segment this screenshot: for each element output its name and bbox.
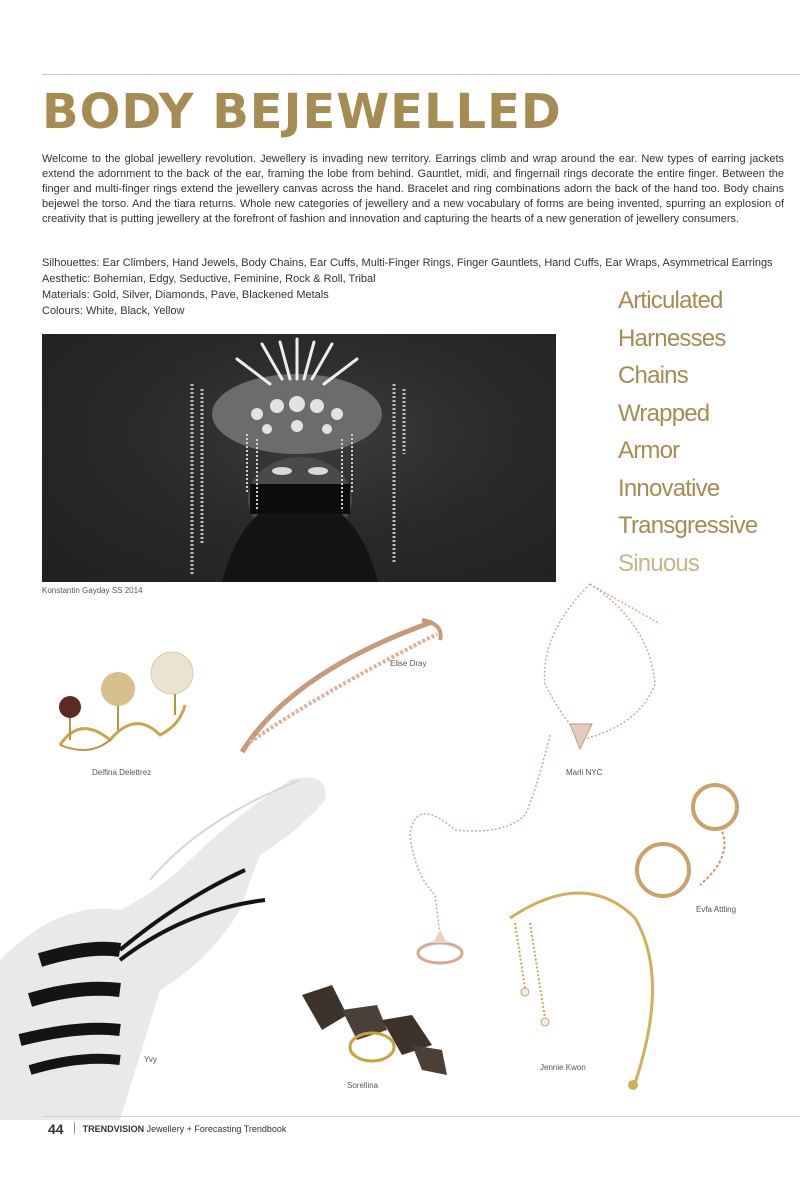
caption-jennie: Jennie Kwon — [540, 1063, 586, 1072]
pearl-ring-image — [50, 645, 200, 760]
headpiece-image — [42, 334, 556, 582]
caption-evfa: Evfa Attling — [696, 905, 737, 914]
star-ring-image — [292, 975, 457, 1085]
aesthetic-line: Aesthetic: Bohemian, Edgy, Seductive, Feminine, Rock & Roll, Tribal — [42, 273, 376, 285]
silhouettes-line: Silhouettes: Ear Climbers, Hand Jewels, Body Chains, Ear Cuffs, Multi-Finger Rings, Finger Gauntlets, Hand Cuffs, Ear Wraps, Asymmetrical Earrings — [42, 257, 773, 269]
page-number: 44 — [48, 1121, 64, 1137]
footer-brand: TRENDVISION — [82, 1124, 145, 1134]
intro-paragraph: Welcome to the global jewellery revolution. Jewellery is invading new territory. Earrings climb and wrap around the ear. New types of earring jackets extend the adornment to the back of the ear, framing the lobe from behind. Gauntlet, midi, and fingernail rings decorate the entire finger. Between the finger and multi-finger rings extend the jewellery canvas across the hand. Bracelet and ring combinations adorn the back of the hand too. Body chains bejewel the torso. And the tiara returns. Whole new categories of jewellery and a new vocabulary of forms are being invented, spurring an explosion of creativity that is putting jewellery at the forefront of fashion and innovation and capturing the hearts of a new generation of jewellery consumers. — [42, 153, 784, 225]
page-footer — [48, 1121, 286, 1137]
caption-sorellina: Sorellina — [347, 1081, 379, 1090]
keyword: Innovative — [618, 474, 720, 502]
keyword: Harnesses — [618, 324, 726, 352]
caption-yvy: Yvy — [144, 1055, 157, 1064]
caption-delfina: Delfina Delettrez — [92, 768, 152, 777]
keyword: Armor — [618, 437, 680, 464]
top-divider — [42, 74, 800, 75]
caption-marli: Marli NYC — [566, 768, 603, 777]
hand-cuff-image — [0, 760, 340, 1120]
keyword: Articulated — [618, 287, 723, 314]
keyword: Transgressive — [618, 512, 758, 539]
caption-elise: Elise Dray — [390, 659, 427, 668]
runway-photo — [42, 334, 556, 582]
colours-line: Colours: White, Black, Yellow — [42, 305, 185, 317]
materials-line: Materials: Gold, Silver, Diamonds, Pave, Blackened Metals — [42, 289, 329, 301]
footer-publication: Jewellery + Forecasting Trendbook — [146, 1124, 287, 1134]
keyword: Sinuous — [618, 549, 700, 577]
footer-divider — [42, 1116, 800, 1117]
photo-caption: Konstantin Gayday SS 2014 — [42, 586, 143, 595]
keyword-list — [618, 282, 798, 582]
open-bangle-image — [495, 878, 680, 1093]
footer-separator — [74, 1122, 75, 1134]
page-title: BODY BEJEWELLED — [42, 84, 562, 140]
keyword: Chains — [618, 362, 688, 389]
keyword: Wrapped — [618, 399, 710, 427]
